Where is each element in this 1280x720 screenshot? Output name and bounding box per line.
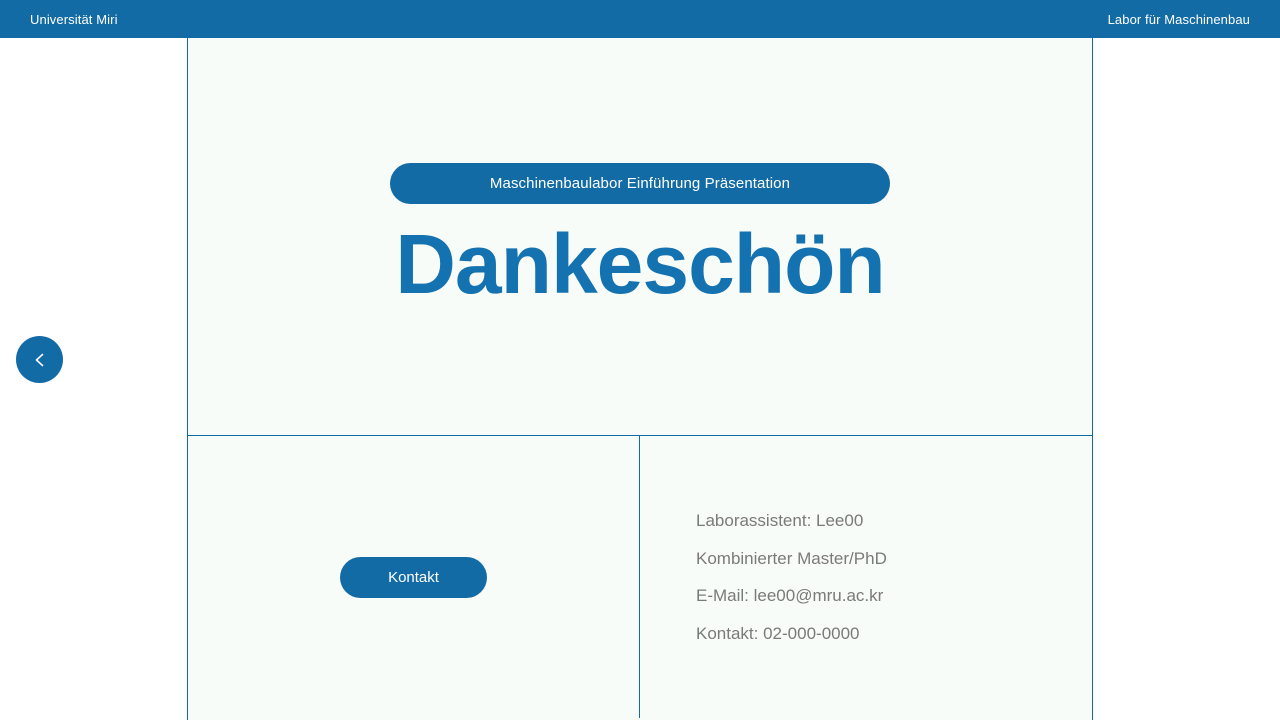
contact-button-area bbox=[188, 436, 640, 718]
contact-info-list bbox=[640, 436, 1092, 718]
list-item: Kontakt: 02-000-0000 bbox=[696, 623, 860, 643]
slide-top-section bbox=[188, 38, 1092, 436]
top-bar bbox=[0, 0, 1280, 38]
contact-button[interactable]: Kontakt bbox=[340, 557, 487, 598]
list-item: Laborassistent: Lee00 bbox=[696, 511, 864, 530]
chevron-left-icon bbox=[31, 351, 49, 369]
university-label: Universität Miri bbox=[30, 11, 118, 27]
lab-label: Labor für Maschinenbau bbox=[1107, 11, 1250, 27]
slide-canvas bbox=[187, 38, 1093, 720]
previous-slide-button[interactable] bbox=[16, 336, 63, 383]
list-item: E-Mail: lee00@mru.ac.kr bbox=[696, 586, 884, 605]
presentation-subtitle-pill: Maschinenbaulabor Einführung Präsentation bbox=[390, 163, 890, 204]
list-item: Kombinierter Master/PhD bbox=[696, 548, 887, 568]
slide-title: Dankeschön bbox=[395, 216, 885, 311]
slide-bottom-section bbox=[188, 436, 1092, 718]
